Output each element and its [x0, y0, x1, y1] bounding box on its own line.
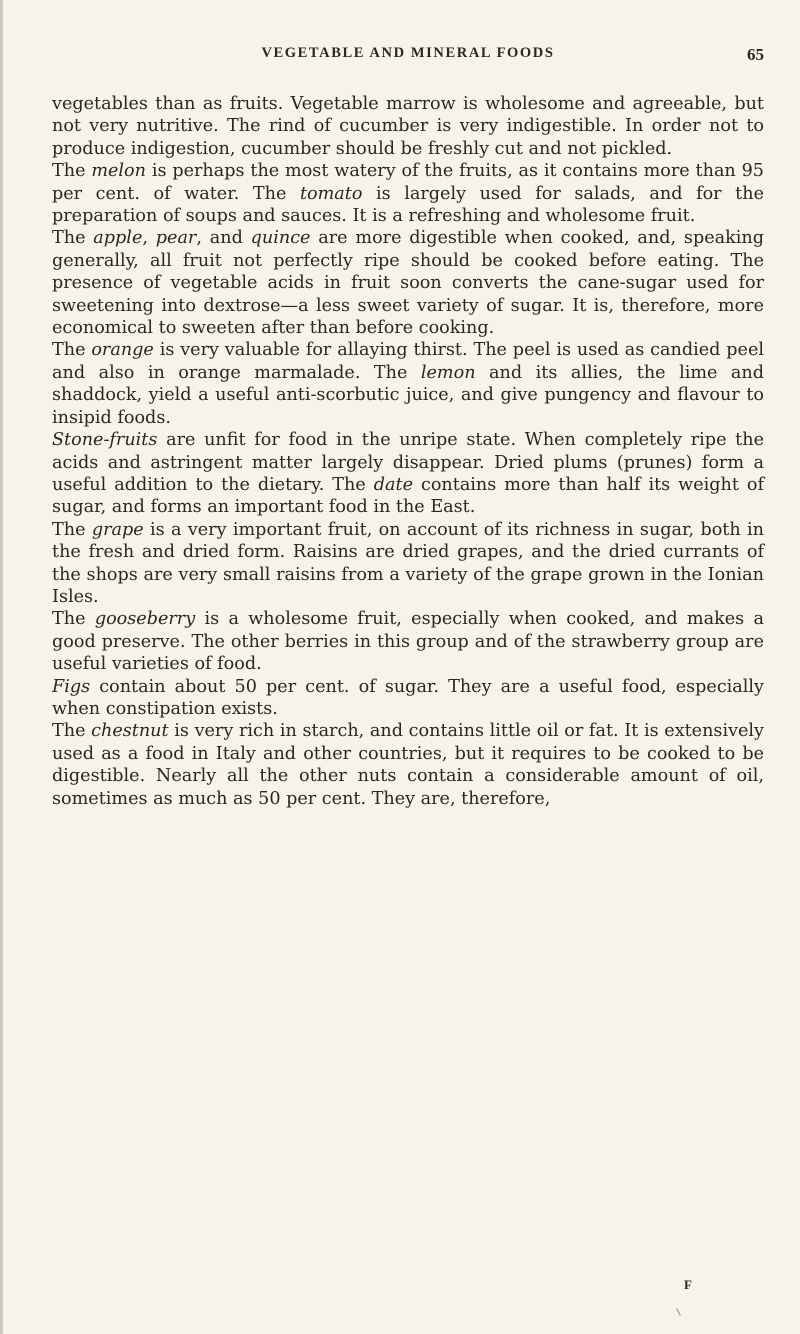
body-text	[52, 93, 764, 810]
italic-term: gooseberry	[94, 609, 196, 630]
text-run: vegetables than as fruits. Vegetable marrow is wholesome and agreeable, but not very nutritive. The rind of cucumber is very indigestible. In order not to produce indigestion, cucumber should be freshly cut and not pickled.	[52, 94, 764, 159]
paragraph	[52, 160, 764, 227]
text-run: The	[52, 519, 92, 540]
text-run: The	[52, 340, 92, 361]
paragraph	[52, 227, 764, 339]
text-run: The	[52, 609, 95, 630]
text-run: is largely used for salads, and for the preparation of soups and sauces. It is a refreshing and wholesome fruit.	[52, 183, 764, 227]
paragraph	[52, 519, 764, 609]
paragraph	[52, 93, 764, 160]
text-run: and its allies, the lime and shaddock, yield a useful anti-scorbutic juice, and give pungency and flavour to insipid foods.	[52, 362, 764, 428]
text-run: is perhaps the most watery of the fruits, as it contains more than 95 per cent. of water. The	[52, 161, 764, 204]
italic-term: tomato	[299, 183, 363, 204]
italic-term: melon	[91, 161, 146, 182]
italic-term: chestnut	[91, 721, 169, 742]
text-run: are unfit for food in the unripe state. When completely ripe the acids and astringent matter largely disappear. Dried plums (prunes) form a useful addition to the dietary. The	[52, 430, 764, 495]
paragraph	[52, 720, 764, 810]
italic-term: grape	[91, 519, 144, 540]
paragraph	[52, 676, 764, 721]
page-header	[52, 45, 764, 69]
text-run: is a wholesome fruit, especially when cooked, and makes a good preserve. The other berries in this group and of the strawberry group are useful varieties of food.	[52, 609, 765, 675]
text-run: The	[52, 161, 92, 182]
text-run: contains more than half its weight of sugar, and forms an important food in the East.	[52, 474, 765, 518]
paragraph	[52, 429, 764, 519]
text-run: The	[52, 228, 94, 249]
italic-term: Figs	[52, 676, 91, 697]
text-run: are more digestible when cooked, and, speaking generally, all fruit not perfectly ripe should be cooked before eating. The presence of vegetable acids in fruit soon converts the cane-sugar used for sweetening into dextrose—a less sweet variety of sugar. It is, therefore, more economical to sweeten after than before cooking.	[52, 228, 764, 339]
paragraph	[52, 608, 764, 675]
text-run: , and	[196, 228, 251, 249]
italic-term: pear	[155, 228, 197, 249]
page-left-edge	[0, 0, 3, 1334]
text-run: ,	[142, 228, 156, 249]
text-run: is very valuable for allaying thirst. The peel is used as candied peel and also in orange marmalade. The	[52, 340, 764, 383]
italic-term: date	[373, 474, 413, 495]
italic-term: quince	[250, 228, 311, 249]
signature-mark: F	[684, 1277, 692, 1292]
italic-term: lemon	[420, 362, 476, 383]
text-run: contain about 50 per cent. of sugar. They are a useful food, especially when constipation exists.	[52, 676, 764, 719]
text-run: is a very important fruit, on account of its richness in sugar, both in the fresh and dried form. Raisins are dried grapes, and the dried currants of the shops are very small raisins from a variety of the grape grown in the Ionian Isles.	[52, 519, 764, 607]
paragraph	[52, 339, 764, 429]
text-run: is very rich in starch, and contains little oil or fat. It is extensively used as a food in Italy and other countries, but it requires to be cooked to be digestible. Nearly all the other nuts contain a considerable amount of oil, sometimes as much as 50 per cent. They are, therefore,	[52, 721, 764, 809]
stray-mark	[676, 1308, 681, 1316]
italic-term: apple	[93, 228, 143, 249]
page-number: 65	[747, 45, 764, 64]
italic-term: orange	[91, 340, 154, 361]
text-run: The	[52, 721, 92, 742]
italic-term: Stone-fruits	[52, 430, 158, 451]
running-head: VEGETABLE AND MINERAL FOODS	[261, 45, 555, 61]
